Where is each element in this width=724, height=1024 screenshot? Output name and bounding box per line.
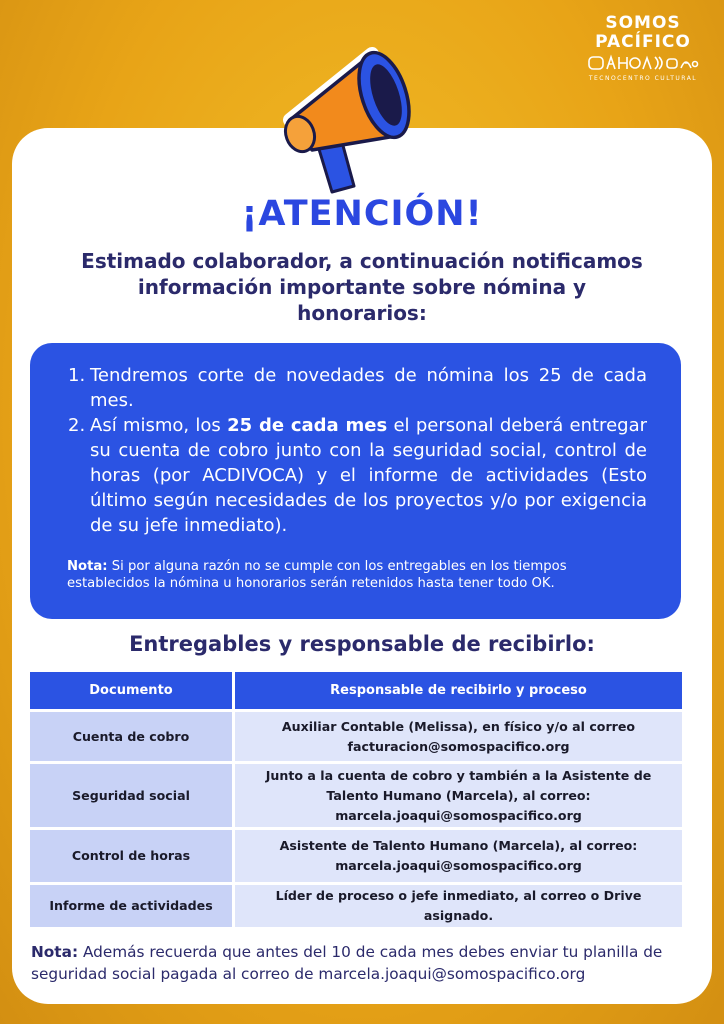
notice-list: [68, 363, 647, 538]
table-row: [30, 827, 682, 882]
deliverables-title: Entregables y responsable de recibirlo:: [129, 632, 595, 656]
somos-pacifico-logo: [584, 14, 702, 82]
footer-note: [31, 941, 694, 985]
payroll-notice-box: [30, 343, 681, 619]
document-cell: Control de horas: [30, 827, 235, 882]
responsible-cell: Auxiliar Contable (Melissa), en físico y/o al correo facturacion@somospacifico.org: [235, 709, 682, 761]
notice-item-text: Tendremos corte de novedades de nómina los 25 de cada mes.: [90, 365, 647, 411]
column-header-responsible: Responsable de recibirlo y proceso: [235, 672, 682, 709]
document-cell: Seguridad social: [30, 761, 235, 827]
table-header-row: [30, 672, 682, 709]
logo-tagline: TECNOCENTRO CULTURAL: [588, 75, 698, 82]
notice-note-text: Si por alguna razón no se cumple con los entregables en los tiempos establecidos la nómina u honorarios serán retenidos hasta tener todo OK.: [67, 559, 567, 591]
responsible-cell: Junto a la cuenta de cobro y también a la Asistente de Talento Humano (Marcela), al correo: marcela.joaqui@somospacifico.org: [235, 761, 682, 827]
megaphone-icon: [272, 24, 422, 194]
document-cell: Cuenta de cobro: [30, 709, 235, 761]
logo-line-1: SOMOS: [605, 13, 681, 33]
notice-item: [68, 413, 647, 538]
notice-text-after: el personal deberá entregar su cuenta de cobro junto con la seguridad social, control de horas (por ACDIVOCA) y el informe de actividades (Esto último según necesidades de los proyectos y/o por exigencia de su jefe inmediato).: [90, 415, 647, 536]
notice-note: [67, 558, 653, 592]
table-row: [30, 709, 682, 761]
notice-item-number: 2.: [68, 415, 86, 436]
column-header-document: Documento: [30, 672, 235, 709]
table-row: [30, 761, 682, 827]
logo-pattern-icon: [587, 54, 699, 72]
responsible-cell: Líder de proceso o jefe inmediato, al correo o Drive asignado.: [235, 882, 682, 927]
notice-item: [68, 363, 647, 413]
notice-deadline-emphasis: 25 de cada mes: [227, 415, 388, 436]
notice-item-number: 1.: [68, 365, 86, 386]
responsible-cell: Asistente de Talento Humano (Marcela), al correo: marcela.joaqui@somospacifico.org: [235, 827, 682, 882]
page-title: ¡ATENCIÓN!: [241, 194, 483, 234]
intro-subtitle: Estimado colaborador, a continuación notificamos información importante sobre nómina y honorarios:: [81, 249, 643, 325]
footer-note-text: Además recuerda que antes del 10 de cada mes debes enviar tu planilla de seguridad social pagada al correo de marcela.joaqui@somospacifico.org: [31, 943, 663, 983]
notice-note-label: Nota:: [67, 559, 108, 574]
logo-line-2: PACÍFICO: [595, 32, 691, 52]
table-row: [30, 882, 682, 927]
notice-item-text: [90, 413, 647, 538]
document-cell: Informe de actividades: [30, 882, 235, 927]
notice-text-before: Así mismo, los: [90, 415, 228, 436]
deliverables-table: [30, 672, 682, 927]
footer-note-label: Nota:: [31, 943, 79, 961]
